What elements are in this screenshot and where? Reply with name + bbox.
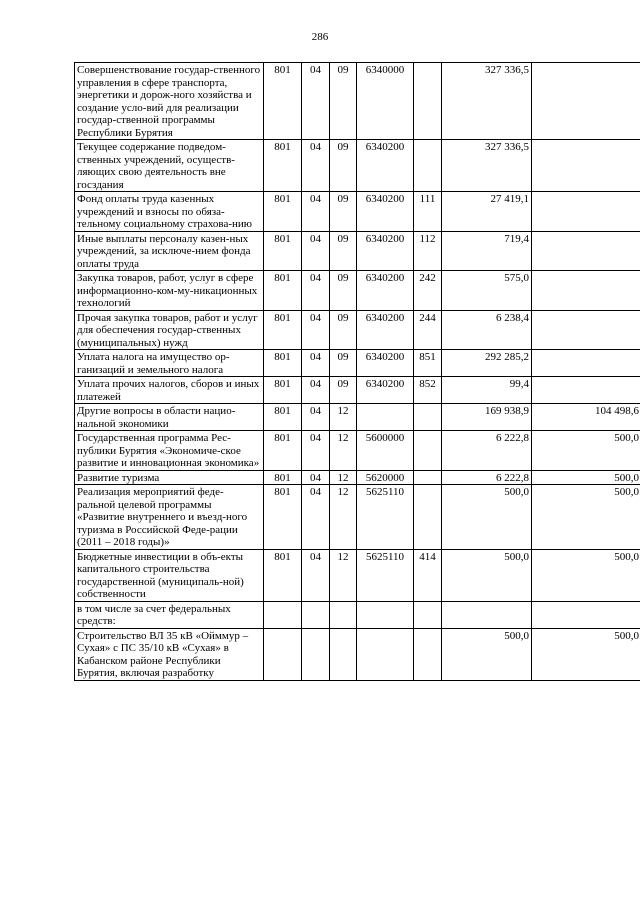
ministry-code-cell: 801 bbox=[264, 350, 302, 377]
expense-type-cell bbox=[414, 601, 442, 628]
row-name-cell: Строительство ВЛ 35 кВ «Ойммур – Сухая» с ПС 35/10 кВ «Сухая» в Кабанском районе Республики Бурятия, включая разработку bbox=[75, 628, 264, 680]
section-code-cell: 04 bbox=[302, 63, 330, 140]
expense-type-cell: 244 bbox=[414, 310, 442, 350]
expense-type-cell: 112 bbox=[414, 231, 442, 271]
row-name-cell: Совершенствование государ-ственного управления в сфере транспорта, энергетики и дорож-ного хозяйства и создание усло-вий для реализации государ-ственной программы Республики Бурятия bbox=[75, 63, 264, 140]
amount-primary-cell: 327 336,5 bbox=[442, 63, 532, 140]
amount-primary-cell: 327 336,5 bbox=[442, 140, 532, 192]
ministry-code-cell: 801 bbox=[264, 431, 302, 471]
ministry-code-cell: 801 bbox=[264, 549, 302, 601]
amount-secondary-cell bbox=[532, 350, 640, 377]
section-code-cell: 04 bbox=[302, 549, 330, 601]
budget-table bbox=[74, 62, 640, 681]
target-article-cell bbox=[357, 404, 414, 431]
amount-secondary-cell bbox=[532, 231, 640, 271]
amount-primary-cell: 500,0 bbox=[442, 485, 532, 550]
target-article-cell: 5600000 bbox=[357, 431, 414, 471]
row-name-cell: Текущее содержание подведом-ственных учреждений, осуществ-ляющих свою деятельность вне госздания bbox=[75, 140, 264, 192]
amount-secondary-cell bbox=[532, 601, 640, 628]
expense-type-cell bbox=[414, 140, 442, 192]
subsection-code-cell bbox=[330, 601, 357, 628]
table-row bbox=[75, 377, 640, 404]
ministry-code-cell: 801 bbox=[264, 470, 302, 485]
expense-type-cell bbox=[414, 628, 442, 680]
section-code-cell: 04 bbox=[302, 485, 330, 550]
amount-secondary-cell bbox=[532, 140, 640, 192]
table-row bbox=[75, 601, 640, 628]
table-row bbox=[75, 431, 640, 471]
row-name-cell: Уплата налога на имущество ор-ганизаций и земельного налога bbox=[75, 350, 264, 377]
table-row bbox=[75, 470, 640, 485]
table-row bbox=[75, 350, 640, 377]
table-row bbox=[75, 628, 640, 680]
amount-primary-cell: 6 238,4 bbox=[442, 310, 532, 350]
section-code-cell: 04 bbox=[302, 310, 330, 350]
subsection-code-cell: 09 bbox=[330, 350, 357, 377]
section-code-cell: 04 bbox=[302, 404, 330, 431]
expense-type-cell bbox=[414, 404, 442, 431]
table-row bbox=[75, 404, 640, 431]
table-row bbox=[75, 192, 640, 232]
expense-type-cell: 242 bbox=[414, 271, 442, 311]
expense-type-cell bbox=[414, 63, 442, 140]
subsection-code-cell: 09 bbox=[330, 271, 357, 311]
amount-secondary-cell: 500,0 bbox=[532, 485, 640, 550]
amount-primary-cell: 500,0 bbox=[442, 628, 532, 680]
row-name-cell: Фонд оплаты труда казенных учреждений и взносы по обяза-тельному социальному страхова-нию bbox=[75, 192, 264, 232]
ministry-code-cell: 801 bbox=[264, 404, 302, 431]
ministry-code-cell: 801 bbox=[264, 231, 302, 271]
ministry-code-cell: 801 bbox=[264, 310, 302, 350]
page-number: 286 bbox=[311, 31, 329, 43]
section-code-cell: 04 bbox=[302, 271, 330, 311]
row-name-cell: Развитие туризма bbox=[75, 470, 264, 485]
amount-primary-cell: 500,0 bbox=[442, 549, 532, 601]
amount-secondary-cell bbox=[532, 192, 640, 232]
expense-type-cell bbox=[414, 470, 442, 485]
target-article-cell: 6340200 bbox=[357, 192, 414, 232]
subsection-code-cell: 09 bbox=[330, 140, 357, 192]
target-article-cell: 6340200 bbox=[357, 310, 414, 350]
amount-primary-cell: 6 222,8 bbox=[442, 431, 532, 471]
expense-type-cell bbox=[414, 485, 442, 550]
section-code-cell: 04 bbox=[302, 470, 330, 485]
ministry-code-cell: 801 bbox=[264, 192, 302, 232]
ministry-code-cell: 801 bbox=[264, 63, 302, 140]
table-row bbox=[75, 549, 640, 601]
target-article-cell: 5625110 bbox=[357, 549, 414, 601]
target-article-cell: 6340200 bbox=[357, 231, 414, 271]
amount-primary-cell: 27 419,1 bbox=[442, 192, 532, 232]
row-name-cell: Другие вопросы в области нацио-нальной экономики bbox=[75, 404, 264, 431]
row-name-cell: Иные выплаты персоналу казен-ных учреждений, за исключе-нием фонда оплаты труда bbox=[75, 231, 264, 271]
amount-secondary-cell: 500,0 bbox=[532, 549, 640, 601]
row-name-cell: Уплата прочих налогов, сборов и иных платежей bbox=[75, 377, 264, 404]
amount-primary-cell: 292 285,2 bbox=[442, 350, 532, 377]
target-article-cell: 6340200 bbox=[357, 350, 414, 377]
subsection-code-cell: 09 bbox=[330, 231, 357, 271]
table-row bbox=[75, 231, 640, 271]
table-row bbox=[75, 310, 640, 350]
subsection-code-cell: 12 bbox=[330, 404, 357, 431]
target-article-cell bbox=[357, 601, 414, 628]
section-code-cell bbox=[302, 628, 330, 680]
section-code-cell bbox=[302, 601, 330, 628]
target-article-cell: 6340200 bbox=[357, 377, 414, 404]
amount-primary-cell: 6 222,8 bbox=[442, 470, 532, 485]
section-code-cell: 04 bbox=[302, 350, 330, 377]
subsection-code-cell: 09 bbox=[330, 63, 357, 140]
section-code-cell: 04 bbox=[302, 231, 330, 271]
ministry-code-cell bbox=[264, 628, 302, 680]
table-row bbox=[75, 485, 640, 550]
ministry-code-cell: 801 bbox=[264, 271, 302, 311]
amount-secondary-cell bbox=[532, 63, 640, 140]
row-name-cell: Прочая закупка товаров, работ и услуг для обеспечения государ-ственных (муниципальных) нужд bbox=[75, 310, 264, 350]
expense-type-cell bbox=[414, 431, 442, 471]
target-article-cell: 5625110 bbox=[357, 485, 414, 550]
row-name-cell: Государственная программа Рес-публики Бурятия «Экономиче-ское развитие и инновационная экономика» bbox=[75, 431, 264, 471]
table-row bbox=[75, 271, 640, 311]
amount-primary-cell: 99,4 bbox=[442, 377, 532, 404]
amount-primary-cell: 575,0 bbox=[442, 271, 532, 311]
amount-secondary-cell bbox=[532, 377, 640, 404]
target-article-cell: 6340200 bbox=[357, 271, 414, 311]
expense-type-cell: 414 bbox=[414, 549, 442, 601]
amount-secondary-cell: 500,0 bbox=[532, 628, 640, 680]
expense-type-cell: 852 bbox=[414, 377, 442, 404]
ministry-code-cell: 801 bbox=[264, 485, 302, 550]
section-code-cell: 04 bbox=[302, 140, 330, 192]
subsection-code-cell bbox=[330, 628, 357, 680]
target-article-cell: 6340200 bbox=[357, 140, 414, 192]
amount-secondary-cell bbox=[532, 310, 640, 350]
amount-primary-cell: 169 938,9 bbox=[442, 404, 532, 431]
section-code-cell: 04 bbox=[302, 192, 330, 232]
subsection-code-cell: 09 bbox=[330, 377, 357, 404]
row-name-cell: Реализация мероприятий феде-ральной целевой программы «Развитие внутреннего и въезд-ного туризма в Российской Феде-рации (2011 – 2018 годы)» bbox=[75, 485, 264, 550]
expense-type-cell: 111 bbox=[414, 192, 442, 232]
subsection-code-cell: 09 bbox=[330, 192, 357, 232]
row-name-cell: Бюджетные инвестиции в объ-екты капитального строительства государственной (муниципаль-ной) собственности bbox=[75, 549, 264, 601]
amount-secondary-cell bbox=[532, 271, 640, 311]
target-article-cell bbox=[357, 628, 414, 680]
subsection-code-cell: 12 bbox=[330, 549, 357, 601]
ministry-code-cell bbox=[264, 601, 302, 628]
amount-secondary-cell: 104 498,6 bbox=[532, 404, 640, 431]
section-code-cell: 04 bbox=[302, 431, 330, 471]
row-name-cell: Закупка товаров, работ, услуг в сфере информационно-ком-му-никационных технологий bbox=[75, 271, 264, 311]
amount-secondary-cell: 500,0 bbox=[532, 431, 640, 471]
target-article-cell: 6340000 bbox=[357, 63, 414, 140]
amount-primary-cell: 719,4 bbox=[442, 231, 532, 271]
subsection-code-cell: 09 bbox=[330, 310, 357, 350]
expense-type-cell: 851 bbox=[414, 350, 442, 377]
subsection-code-cell: 12 bbox=[330, 485, 357, 550]
subsection-code-cell: 12 bbox=[330, 470, 357, 485]
table-row bbox=[75, 63, 640, 140]
amount-secondary-cell: 500,0 bbox=[532, 470, 640, 485]
table-row bbox=[75, 140, 640, 192]
subsection-code-cell: 12 bbox=[330, 431, 357, 471]
ministry-code-cell: 801 bbox=[264, 377, 302, 404]
target-article-cell: 5620000 bbox=[357, 470, 414, 485]
section-code-cell: 04 bbox=[302, 377, 330, 404]
row-name-cell: в том числе за счет федеральных средств: bbox=[75, 601, 264, 628]
amount-primary-cell bbox=[442, 601, 532, 628]
ministry-code-cell: 801 bbox=[264, 140, 302, 192]
